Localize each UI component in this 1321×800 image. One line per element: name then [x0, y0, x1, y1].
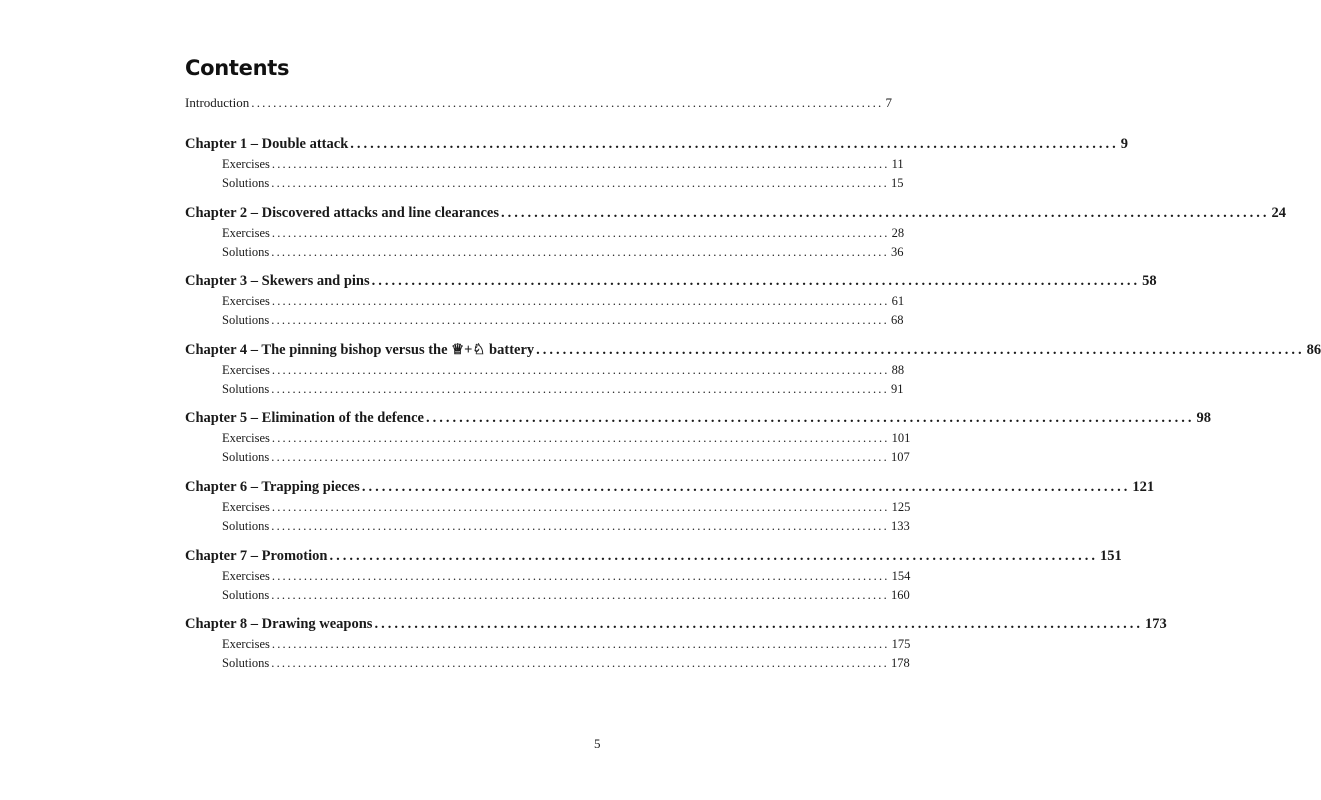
toc-exercises-3[interactable]	[222, 294, 905, 309]
toc-chapter-5[interactable]	[185, 410, 1211, 427]
toc-entry-label: Exercises	[222, 294, 270, 309]
toc-entry-label: Introduction	[185, 95, 250, 110]
toc-entry-label: Chapter 5 – Elimination of the defence	[185, 410, 424, 427]
toc-solutions-6[interactable]	[222, 519, 910, 534]
toc-entry-label: Solutions	[222, 244, 270, 259]
dot-leader: ....................................................................................................................	[329, 547, 1098, 564]
toc-entry-page: 107	[890, 450, 910, 465]
toc-entry-label: Chapter 3 – Skewers and pins	[185, 273, 370, 290]
toc-entry-label: Chapter 6 – Trapping pieces	[185, 479, 360, 495]
page-title: Contents	[185, 56, 290, 80]
dot-leader: ....................................................................................................................	[271, 244, 889, 259]
toc-entry-label: Solutions	[222, 587, 270, 602]
toc-entry-page: 28	[891, 225, 905, 240]
toc-entry-page: 36	[890, 244, 904, 259]
toc-entry-label: Exercises	[222, 225, 270, 240]
toc-entry-page: 160	[890, 587, 910, 602]
dot-leader: ....................................................................................................................	[501, 204, 1270, 221]
toc-entry-page: 178	[890, 656, 910, 671]
toc-entry-page: 125	[891, 500, 911, 514]
toc-chapter-1[interactable]	[185, 136, 1129, 153]
dot-leader: ....................................................................................................................	[371, 273, 1141, 290]
dot-leader: ....................................................................................................................	[271, 500, 890, 514]
dot-leader: ....................................................................................................................	[271, 587, 889, 602]
toc-solutions-8[interactable]	[222, 656, 910, 671]
toc-entry-label: Exercises	[222, 500, 270, 514]
dot-leader: ....................................................................................................................	[271, 450, 889, 465]
toc-entry-page: 68	[890, 313, 904, 328]
dot-leader: ....................................................................................................................	[271, 362, 890, 377]
toc-entry-label: Solutions	[222, 313, 270, 328]
toc-entry-label: Chapter 4 – The pinning bishop versus the ♕+♘ battery	[185, 341, 535, 358]
toc-entry-page: 91	[890, 381, 904, 396]
toc-solutions-7[interactable]	[222, 587, 910, 603]
toc-entry-label: Solutions	[222, 656, 270, 671]
page-number: 5	[594, 736, 601, 751]
toc-entry-label: Exercises	[222, 431, 270, 446]
dot-leader: ....................................................................................................................	[251, 95, 884, 110]
toc-exercises-6[interactable]	[222, 500, 911, 515]
toc-entry-label: Chapter 7 – Promotion	[185, 547, 328, 564]
toc-entry-page: 121	[1132, 479, 1155, 495]
dot-leader: ....................................................................................................................	[271, 225, 890, 240]
dot-leader: ....................................................................................................................	[271, 519, 889, 533]
toc-entry-label: Chapter 1 – Double attack	[185, 136, 349, 152]
dot-leader: ....................................................................................................................	[271, 568, 890, 583]
dot-leader: ....................................................................................................................	[425, 410, 1195, 427]
dot-leader: ....................................................................................................................	[374, 616, 1143, 633]
dot-leader: ....................................................................................................................	[271, 313, 889, 328]
dot-leader: ....................................................................................................................	[271, 637, 890, 652]
toc-solutions-5[interactable]	[222, 450, 910, 465]
toc-chapter-6[interactable]	[185, 479, 1155, 496]
toc-exercises-2[interactable]	[222, 225, 905, 241]
toc-entry-label: Chapter 8 – Drawing weapons	[185, 616, 373, 633]
toc-entry-label: Solutions	[222, 176, 270, 190]
toc-chapter-8[interactable]	[185, 616, 1167, 633]
toc-entry-page: 154	[891, 568, 911, 583]
toc-chapter-2[interactable]	[185, 204, 1287, 222]
toc-entry-label: Exercises	[222, 362, 270, 377]
toc-entry-label: Exercises	[222, 637, 270, 652]
toc-chapter-3[interactable]	[185, 273, 1157, 290]
toc-solutions-2[interactable]	[222, 244, 904, 260]
toc-entry-page: 9	[1120, 136, 1129, 152]
toc-entry-label: Solutions	[222, 450, 270, 465]
toc-entry-page: 175	[891, 637, 911, 652]
dot-leader: ....................................................................................................................	[271, 656, 889, 671]
toc-entry-page: 98	[1196, 410, 1211, 427]
toc-entry-page: 133	[890, 519, 910, 533]
toc-entry-page: 11	[891, 157, 904, 171]
toc-exercises-4[interactable]	[222, 362, 905, 378]
toc-entry-page: 61	[891, 294, 905, 309]
toc-entry-page: 151	[1099, 547, 1122, 564]
toc-entry-label: Exercises	[222, 157, 270, 171]
dot-leader: ....................................................................................................................	[361, 479, 1131, 495]
toc-solutions-1[interactable]	[222, 176, 904, 191]
toc-entry-label: Exercises	[222, 568, 270, 583]
dot-leader: ....................................................................................................................	[271, 431, 890, 446]
toc-chapter-4[interactable]	[185, 341, 1321, 359]
toc-entry-page: 101	[891, 431, 911, 446]
toc-entry-page: 24	[1271, 204, 1287, 221]
toc-exercises-8[interactable]	[222, 637, 911, 652]
toc-entry-label: Chapter 2 – Discovered attacks and line clearances	[185, 204, 500, 221]
toc-entry-page: 58	[1142, 273, 1157, 290]
toc-entry-introduction[interactable]	[185, 95, 892, 111]
toc-exercises-1[interactable]	[222, 157, 904, 172]
dot-leader: ....................................................................................................................	[271, 294, 890, 309]
toc-entry-page: 88	[891, 362, 905, 377]
dot-leader: ....................................................................................................................	[271, 176, 889, 190]
toc-entry-page: 15	[890, 176, 904, 190]
toc-entry-page: 86	[1306, 341, 1321, 358]
toc-entry-page: 7	[885, 95, 892, 110]
toc-exercises-7[interactable]	[222, 568, 911, 584]
toc-solutions-3[interactable]	[222, 313, 904, 328]
toc-entry-label: Solutions	[222, 519, 270, 533]
toc-exercises-5[interactable]	[222, 431, 911, 446]
dot-leader: ....................................................................................................................	[271, 157, 890, 171]
toc-chapter-7[interactable]	[185, 547, 1122, 565]
dot-leader: ....................................................................................................................	[271, 381, 889, 396]
toc-entry-page: 173	[1144, 616, 1167, 633]
toc-entry-label: Solutions	[222, 381, 270, 396]
dot-leader: ....................................................................................................................	[536, 341, 1305, 358]
dot-leader: ....................................................................................................................	[350, 136, 1119, 152]
toc-solutions-4[interactable]	[222, 381, 904, 397]
